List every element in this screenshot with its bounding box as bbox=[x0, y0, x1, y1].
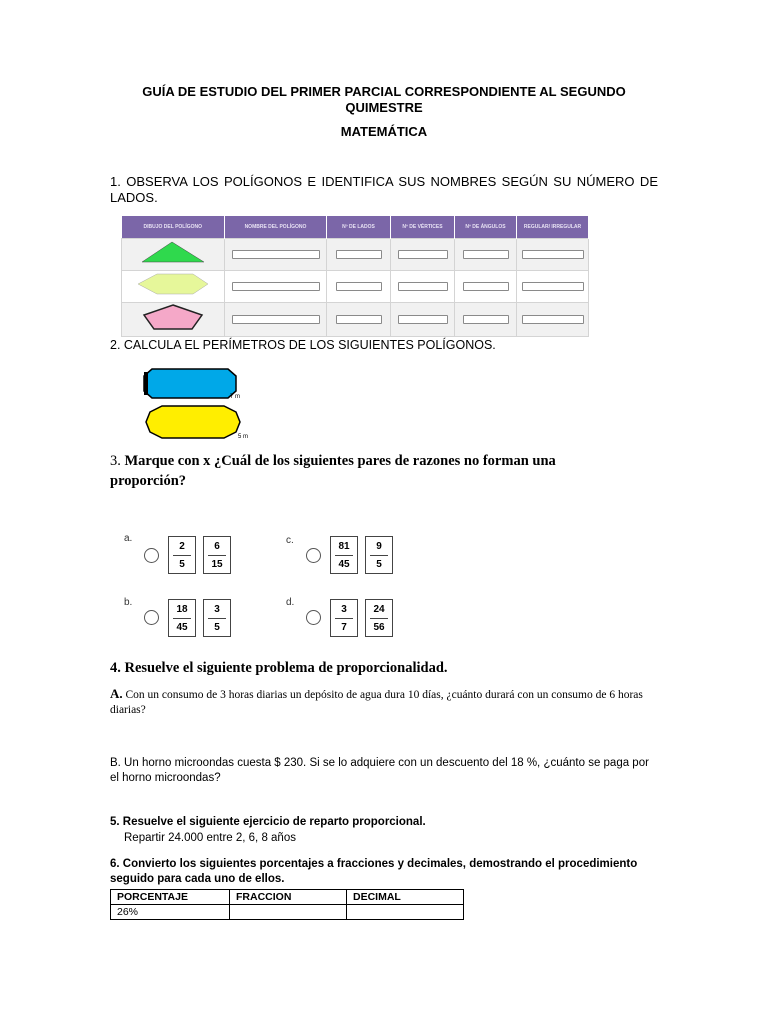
numerator: 3 bbox=[341, 604, 347, 615]
denominator: 5 bbox=[179, 559, 185, 570]
header-decimal: DECIMAL bbox=[347, 890, 464, 905]
denominator: 5 bbox=[214, 622, 220, 633]
option-d-fraction-2 bbox=[365, 599, 393, 637]
angles-field[interactable] bbox=[463, 315, 509, 324]
question-4a-label: A. bbox=[110, 686, 123, 701]
triangle-shape bbox=[122, 239, 225, 271]
document-title: GUÍA DE ESTUDIO DEL PRIMER PARCIAL CORRESPONDIENTE AL SEGUNDO QUIMESTRE bbox=[142, 84, 626, 115]
header-fraction: FRACCION bbox=[230, 890, 347, 905]
octagon-side-label: 7 m bbox=[230, 394, 241, 400]
vertices-field[interactable] bbox=[398, 315, 448, 324]
question-5-text: 5. Resuelve el siguiente ejercicio de reparto proporcional. bbox=[110, 816, 426, 828]
denominator: 56 bbox=[373, 622, 385, 633]
question-3-text bbox=[110, 451, 630, 491]
regular-field[interactable] bbox=[522, 250, 584, 259]
header-regular: REGULAR/ IRREGULAR bbox=[517, 216, 589, 239]
question-4a-text: Con un consumo de 3 horas diarias un depósito de agua dura 10 días, ¿cuánto durará con un consumo de 6 horas diarias? bbox=[110, 689, 643, 716]
option-c-radio[interactable] bbox=[306, 548, 321, 563]
option-a-letter: a. bbox=[124, 533, 133, 544]
header-sides: Nº DE LADOS bbox=[327, 216, 391, 239]
header-angles: Nº DE ÁNGULOS bbox=[455, 216, 517, 239]
polygon-table bbox=[121, 216, 589, 337]
perimeter-polygons bbox=[140, 362, 298, 440]
sides-field[interactable] bbox=[336, 282, 382, 291]
sides-field[interactable] bbox=[336, 315, 382, 324]
name-field[interactable] bbox=[232, 250, 320, 259]
question-4b-text: B. Un horno microondas cuesta $ 230. Si se lo adquiere con un descuento del 18 %, ¿cuánto se paga por el horno microondas? bbox=[110, 757, 649, 784]
option-c-fraction-2 bbox=[365, 536, 393, 574]
numerator: 81 bbox=[338, 541, 350, 552]
table-row bbox=[122, 271, 589, 303]
denominator: 15 bbox=[211, 559, 223, 570]
option-d-fraction-1 bbox=[330, 599, 358, 637]
numerator: 9 bbox=[376, 541, 382, 552]
numerator: 18 bbox=[176, 604, 188, 615]
regular-field[interactable] bbox=[522, 315, 584, 324]
triangle-fill bbox=[142, 242, 204, 262]
option-b-fraction-2 bbox=[203, 599, 231, 637]
percentage-table-header bbox=[111, 890, 464, 905]
question-3-number: 3. bbox=[110, 453, 121, 469]
denominator: 45 bbox=[176, 622, 188, 633]
hexagon-shape bbox=[122, 271, 225, 303]
option-a-fraction-2 bbox=[203, 536, 231, 574]
angles-field[interactable] bbox=[463, 282, 509, 291]
header-drawing: DIBUJO DEL POLÍGONO bbox=[122, 216, 225, 239]
question-5-subtext: Repartir 24.000 entre 2, 6, 8 años bbox=[124, 832, 296, 844]
table-row bbox=[111, 905, 464, 920]
numerator: 2 bbox=[179, 541, 185, 552]
table-row bbox=[122, 303, 589, 337]
question-3-prompt: Marque con x ¿Cuál de los siguientes pares de razones no forman una proporción? bbox=[110, 453, 556, 489]
option-c-fraction-1 bbox=[330, 536, 358, 574]
option-b-letter: b. bbox=[124, 597, 133, 608]
numerator: 24 bbox=[373, 604, 385, 615]
hexagon-icon bbox=[135, 271, 211, 297]
percentage-cell: 26% bbox=[111, 905, 230, 920]
regular-field[interactable] bbox=[522, 282, 584, 291]
question-2-text: 2. CALCULA EL PERÍMETROS DE LOS SIGUIENTES POLÍGONOS. bbox=[110, 338, 496, 352]
pentagon-fill bbox=[144, 305, 202, 329]
option-a-fraction-1 bbox=[168, 536, 196, 574]
option-c-letter: c. bbox=[286, 535, 294, 546]
decagon-side-label: 5 m bbox=[238, 434, 249, 440]
denominator: 45 bbox=[338, 559, 350, 570]
hexagon-fill bbox=[138, 274, 208, 294]
option-d-radio[interactable] bbox=[306, 610, 321, 625]
option-b-fraction-1 bbox=[168, 599, 196, 637]
vertices-field[interactable] bbox=[398, 250, 448, 259]
vertices-field[interactable] bbox=[398, 282, 448, 291]
option-b-radio[interactable] bbox=[144, 610, 159, 625]
polygon-table-header bbox=[122, 216, 589, 239]
header-vertices: Nº DE VÉRTICES bbox=[391, 216, 455, 239]
pentagon-shape bbox=[122, 303, 225, 337]
name-field[interactable] bbox=[232, 282, 320, 291]
question-6-text: 6. Convierto los siguientes porcentajes a fracciones y decimales, demostrando el procedimiento seguido para cada uno de ellos. bbox=[110, 858, 638, 885]
octagon-shape bbox=[144, 369, 236, 398]
angles-field[interactable] bbox=[463, 250, 509, 259]
triangle-icon bbox=[138, 239, 208, 265]
denominator: 7 bbox=[341, 622, 347, 633]
header-percentage: PORCENTAJE bbox=[111, 890, 230, 905]
subject-heading: MATEMÁTICA bbox=[340, 124, 428, 139]
question-4-text: 4. Resuelve el siguiente problema de proporcionalidad. bbox=[110, 660, 448, 676]
fraction-cell[interactable] bbox=[230, 905, 347, 920]
question-1-text: 1. OBSERVA LOS POLÍGONOS E IDENTIFICA SUS NOMBRES SEGÚN SU NÚMERO DE LADOS. bbox=[110, 174, 658, 205]
pentagon-icon bbox=[138, 303, 208, 331]
numerator: 3 bbox=[214, 604, 220, 615]
option-a-radio[interactable] bbox=[144, 548, 159, 563]
denominator: 5 bbox=[376, 559, 382, 570]
option-d-letter: d. bbox=[286, 597, 295, 608]
decimal-cell[interactable] bbox=[347, 905, 464, 920]
numerator: 6 bbox=[214, 541, 220, 552]
percentage-table bbox=[110, 889, 464, 920]
header-name: NOMBRE DEL POLÍGONO bbox=[225, 216, 327, 239]
question-4a bbox=[110, 686, 658, 718]
decagon-shape bbox=[146, 406, 240, 438]
table-row bbox=[122, 239, 589, 271]
name-field[interactable] bbox=[232, 315, 320, 324]
sides-field[interactable] bbox=[336, 250, 382, 259]
